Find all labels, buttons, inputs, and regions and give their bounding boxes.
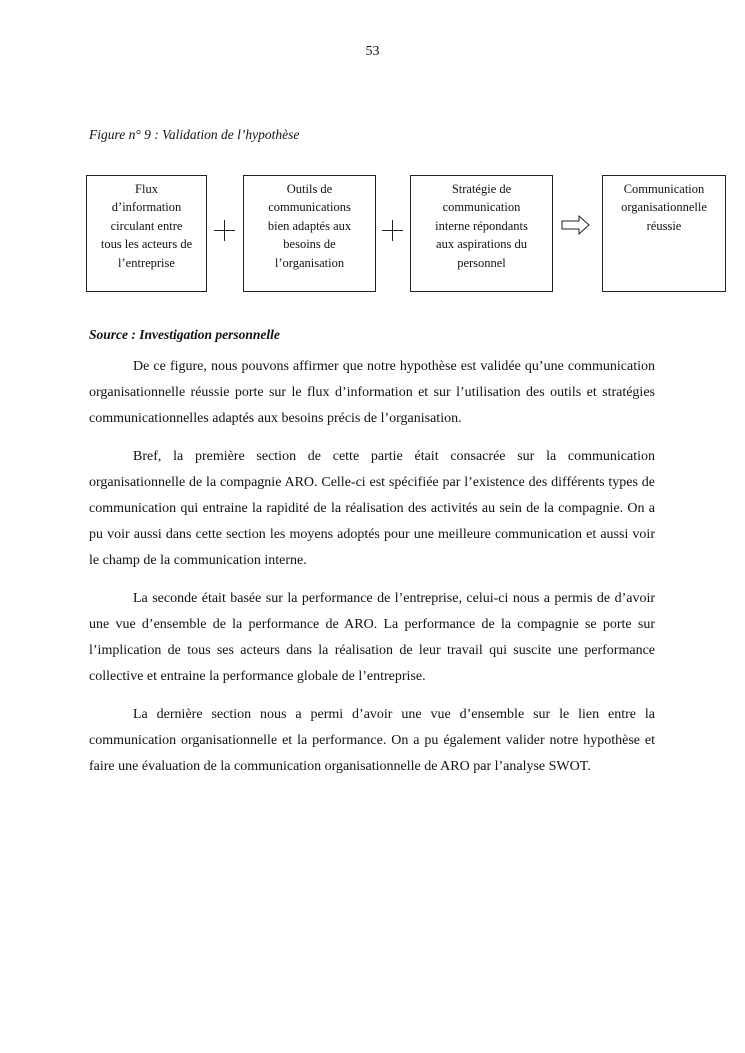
paragraph: De ce figure, nous pouvons affirmer que notre hypothèse est validée qu’une communication organisationnelle réussie porte sur le flux d’information et sur l’utilisation des outils et stratégies communicationnelles adaptés aux besoins précis de l’organisation.	[89, 359, 655, 426]
figure-source: Source : Investigation personnelle	[89, 327, 280, 342]
paragraph: La seconde était basée sur la performance de l’entreprise, celui-ci nous a permis de d’avoir une vue d’ensemble de la performance de ARO. La performance de la compagnie se porte sur l’implication de tous ses acteurs dans la réalisation de leur travail qui suscite une performance collective et entraine la performance globale de l’entreprise.	[89, 591, 655, 684]
right-arrow-icon	[561, 215, 591, 235]
diagram-box-flux-information: Flux d’information circulant entre tous les acteurs de l’entreprise	[86, 175, 207, 292]
page-number: 53	[365, 44, 380, 59]
plus-sign	[214, 220, 235, 241]
paragraph: La dernière section nous a permi d’avoir une vue d’ensemble sur le lien entre la communication organisationnelle et la performance. On a pu également valider notre hypothèse et faire une évaluation de la communication organisationnelle de ARO par l’analyse SWOT.	[89, 707, 655, 774]
diagram-box-strategie-communication: Stratégie de communication interne répondants aux aspirations du personnel	[410, 175, 553, 292]
plus-sign	[382, 220, 403, 241]
diagram-box-communication-reussie: Communication organisationnelle réussie	[602, 175, 726, 292]
diagram-box-outils-communication: Outils de communications bien adaptés aux besoins de l’organisation	[243, 175, 376, 292]
paragraph: Bref, la première section de cette partie était consacrée sur la communication organisationnelle de la compagnie ARO. Celle-ci est spécifiée par l’existence des différents types de communication qui entraine la rapidité de la réalisation des activités au sein de la compagnie. On a pu voir aussi dans cette section les moyens adoptés pour une meilleure communication et aussi voir le champ de la communication interne.	[89, 449, 655, 568]
figure-caption: Figure n° 9 : Validation de l’hypothèse	[89, 127, 300, 142]
